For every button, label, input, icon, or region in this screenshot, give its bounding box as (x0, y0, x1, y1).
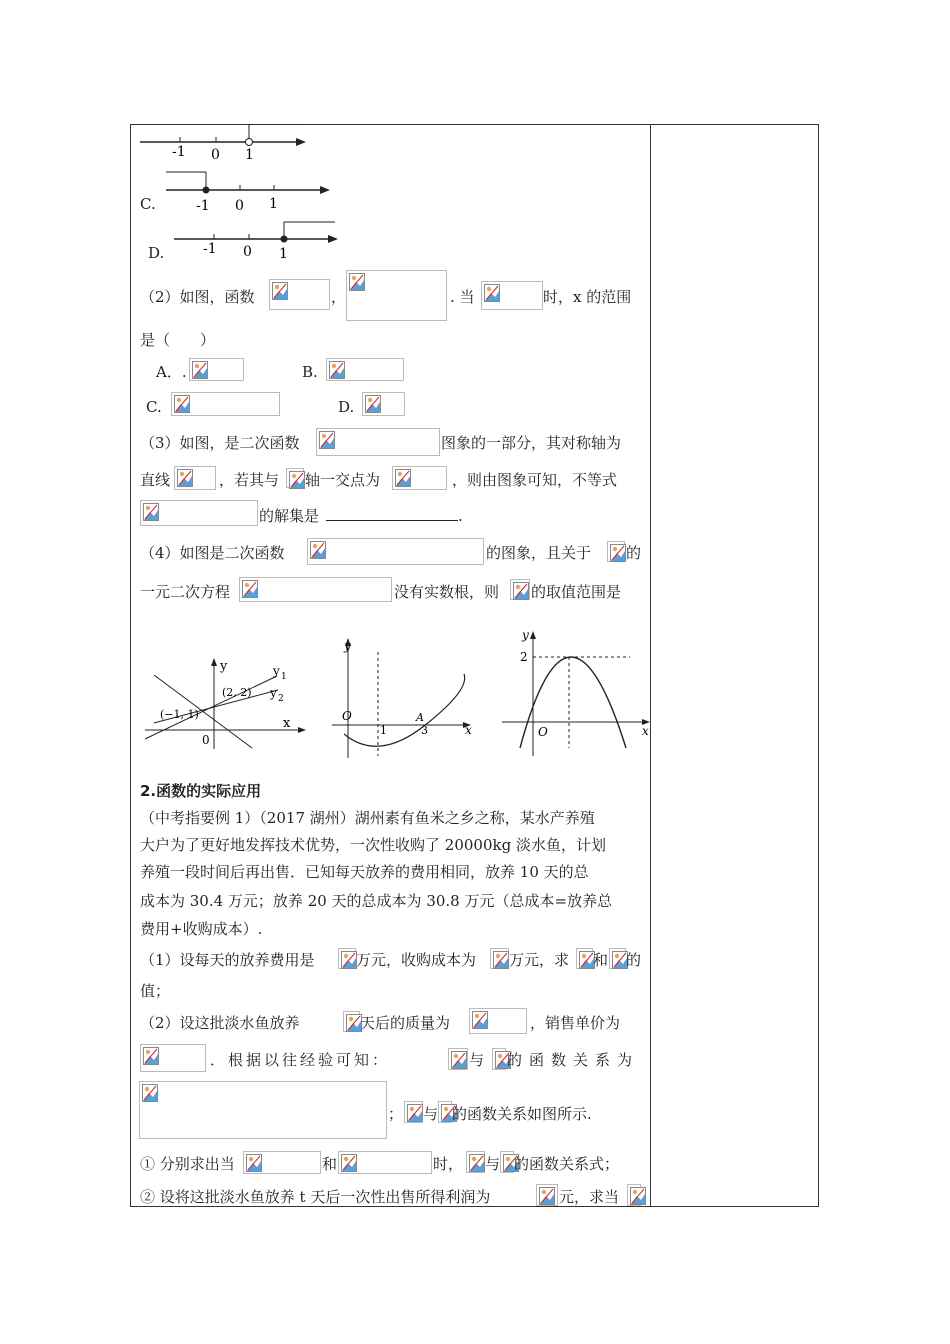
option-d-label: D. (338, 398, 355, 416)
axis-label: x (642, 724, 649, 738)
formula-image (174, 466, 216, 490)
sub-question: ② 设将这批淡水鱼放养 t 天后一次性出售所得利润为 (140, 1188, 491, 1206)
formula-image (627, 1184, 641, 1206)
q3-text: ，则由图象可知，不等式 (452, 471, 618, 489)
formula-image (239, 577, 392, 602)
formula-image (338, 948, 356, 969)
option-a-label: A．. (156, 363, 187, 381)
tick-label: -1 (196, 198, 210, 214)
problem-text: 费用+收购成本）. (140, 920, 263, 938)
number-line-d (170, 216, 345, 262)
origin-label: O (538, 725, 548, 739)
q4-text: 的 (626, 544, 642, 562)
q4-text: 的取值范围是 (531, 583, 622, 601)
q3-text: 直线 (140, 471, 171, 489)
formula-image (536, 1184, 558, 1206)
formula-image (438, 1101, 452, 1123)
axis-label: y (522, 628, 529, 642)
figure-parabola-up (326, 634, 481, 759)
q3-text: 的解集是 (259, 507, 320, 525)
tick-label: 1 (380, 724, 387, 737)
line-label: y (273, 664, 280, 678)
q4-text: 的图象，且关于 (486, 544, 592, 562)
formula-image (269, 279, 330, 310)
point-label: A (416, 711, 424, 724)
option-c-label: C. (146, 398, 162, 416)
sub-question: 时， (433, 1155, 464, 1173)
formula-image (490, 948, 509, 969)
sub-question: 的函数关系为 (507, 1051, 640, 1069)
formula-image (243, 1151, 321, 1174)
q3-text: （3）如图，是二次函数 (140, 434, 300, 452)
formula-image (448, 1048, 468, 1070)
formula-image (466, 1151, 485, 1173)
problem-text: 养殖一段时间后再出售．已知每天放养的费用相同，放养 10 天的总 (140, 863, 589, 881)
column-divider (650, 124, 651, 1207)
formula-image (469, 1008, 527, 1034)
option-c-label: C. (140, 195, 156, 213)
formula-image (338, 1151, 432, 1174)
formula-image (171, 392, 280, 416)
formula-image (609, 948, 626, 969)
formula-image (346, 270, 447, 321)
sub-question: ．根据以往经验可知： (210, 1051, 391, 1069)
tick-label: 1 (279, 246, 288, 262)
axis-label: x (283, 716, 291, 731)
sub-question: 和 (593, 951, 609, 969)
sub-question: 与 (423, 1105, 439, 1123)
formula-image (140, 500, 258, 526)
tick-label: -1 (203, 241, 217, 257)
formula-image (286, 468, 304, 488)
q2-prefix: （2）如图，函数 (140, 288, 255, 306)
sub-question: ，销售单价为 (530, 1014, 621, 1032)
option-d-label: D. (148, 244, 165, 262)
sub-question: 万元，求 (509, 951, 570, 969)
figure-parabola-down (498, 628, 650, 758)
q4-text: 没有实数根，则 (394, 583, 500, 601)
figure-linear-functions (140, 655, 310, 750)
q2-line2: 是（ ） (140, 331, 216, 349)
sub-question: 万元，收购成本为 (356, 951, 477, 969)
formula-image (607, 541, 625, 562)
number-line-c (160, 168, 340, 214)
sub-question: 和 (322, 1155, 338, 1173)
formula-image (500, 1151, 514, 1173)
q4-text: 一元二次方程 (140, 583, 231, 601)
problem-text: 大户为了更好地发挥技术优势，一次性收购了 20000kg 淡水鱼，计划 (140, 836, 606, 854)
q2-when: . 当 (450, 288, 475, 306)
formula-image (404, 1101, 423, 1123)
sub-question: 天后的质量为 (360, 1014, 451, 1032)
problem-text: （中考指要例 1）（2017 湖州）湖州素有鱼米之乡之称，某水产养殖 (140, 809, 595, 827)
formula-image (343, 1011, 360, 1032)
axis-label: y (220, 659, 228, 674)
comma: ， (331, 288, 347, 306)
formula-image (316, 428, 440, 456)
axis-label: y (344, 639, 351, 653)
formula-image (576, 948, 593, 969)
sub-question: 的函数关系式； (514, 1155, 620, 1173)
tick-label: 0 (235, 198, 244, 214)
number-line-b (136, 124, 316, 164)
tick-label: 0 (211, 147, 220, 163)
line-label: y (270, 686, 277, 700)
option-b-label: B. (302, 363, 318, 381)
tick-label: 0 (243, 244, 252, 260)
sub-question: 的函数关系如图所示. (452, 1105, 592, 1123)
sub-question: 与 (485, 1155, 501, 1173)
formula-image (492, 1048, 506, 1070)
subscript: 1 (281, 672, 287, 682)
point-label: (−1, 1) (160, 708, 199, 721)
tick-label: -1 (172, 144, 186, 160)
q2-tail: 时，x 的范围 (543, 288, 632, 306)
formula-image (481, 281, 543, 310)
subscript: 2 (278, 694, 284, 704)
problem-text: 成本为 30.4 万元；放养 20 天的总成本为 30.8 万元（总成本=放养总 (140, 892, 613, 910)
formula-image (139, 1081, 387, 1139)
origin-label: O (342, 709, 352, 723)
q3-text: . (458, 507, 463, 525)
answer-blank[interactable] (326, 506, 458, 521)
sub-question: 值； (140, 982, 171, 1000)
tick-label: 1 (245, 147, 254, 163)
tick-label: 1 (269, 196, 278, 212)
origin-label: 0 (202, 733, 210, 747)
formula-image (326, 358, 404, 381)
sub-question: ； (388, 1105, 404, 1123)
formula-image (189, 358, 244, 381)
q3-text: 轴一交点为 (305, 471, 381, 489)
formula-image (510, 579, 530, 600)
sub-question: ① 分别求出当 (140, 1155, 235, 1173)
sub-question: 的 (626, 951, 642, 969)
formula-image (140, 1044, 206, 1072)
formula-image (362, 392, 405, 416)
formula-image (307, 538, 484, 565)
sub-question: （2）设这批淡水鱼放养 (140, 1014, 300, 1032)
axis-label: x (465, 723, 472, 737)
q3-text: 图象的一部分，其对称轴为 (441, 434, 622, 452)
q4-text: （4）如图是二次函数 (140, 544, 285, 562)
formula-image (392, 466, 447, 490)
tick-label: 3 (421, 724, 428, 737)
sub-question: 元，求当 (559, 1188, 620, 1206)
point-label: (2, 2) (222, 686, 252, 699)
section-title: 2.函数的实际应用 (140, 782, 262, 800)
sub-question: （1）设每天的放养费用是 (140, 951, 315, 969)
tick-label: 2 (520, 650, 528, 664)
sub-question: 与 (469, 1051, 485, 1069)
q3-text: ，若其与 (219, 471, 280, 489)
